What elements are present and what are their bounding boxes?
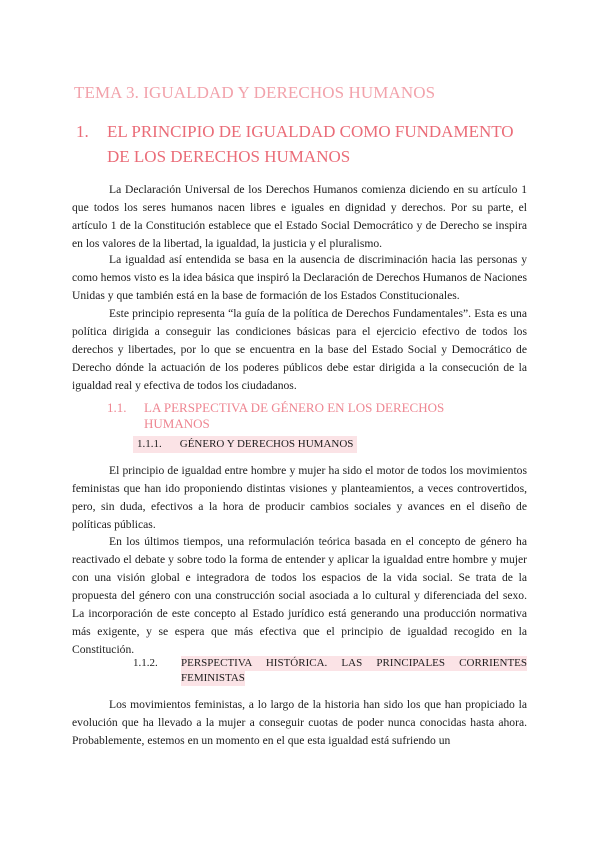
section-1-1-number: 1.1. bbox=[107, 400, 127, 415]
section-1-title: EL PRINCIPIO DE IGUALDAD COMO FUNDAMENTO DE LOS DERECHOS HUMANOS bbox=[107, 122, 514, 166]
section-1-1-2-number: 1.1.2. bbox=[133, 657, 158, 669]
section-1-1-1-title: GÉNERO Y DERECHOS HUMANOS bbox=[179, 438, 354, 450]
section-1-1-1-number: 1.1.1. bbox=[137, 438, 162, 450]
paragraph-1: La Declaración Universal de los Derechos Humanos comienza diciendo en su artículo 1 que todos los seres humanos nacen libres e iguales en dignidad y derechos. Por su parte, el artículo 1 de la Constitución establece que el Estado Social Democrático y de Derecho se inspira en los valores de la libertad, la igualdad, la justicia y el pluralismo. bbox=[72, 183, 527, 250]
section-1-1-1-heading bbox=[133, 436, 357, 453]
document-title: TEMA 3. IGUALDAD Y DERECHOS HUMANOS bbox=[74, 83, 436, 102]
paragraph-3: Este principio representa “la guía de la política de Derechos Fundamentales”. Esta es una política dirigida a conseguir las condiciones básicas para el ejercicio efectivo de todos los derechos y libertades, por lo que se encuentra en la base del Estado Social y Democrático de Derecho dónde la actuación de los poderes públicos debe estar dirigida a la consecución de la igualdad real y efectiva de todos los ciudadanos. bbox=[72, 307, 527, 392]
paragraph-5: En los últimos tiempos, una reformulación teórica basada en el concepto de género ha reactivado el debate y sobre todo la forma de entender y aplicar la igualdad entre hombre y mujer con una visión global e integradora de todos los espacios de la vida social. Se trata de la propuesta del género con una construcción social asociada a lo cultural y diferenciada del sexo. La incorporación de este concepto al Estado jurídico está generando una producción normativa más exigente, y se espera que más efectiva que el principio de igualdad recogido en la Constitución. bbox=[72, 535, 527, 656]
section-1-1-2-title-line2: FEMINISTAS bbox=[181, 672, 245, 684]
section-1-1-title: LA PERSPECTIVA DE GÉNERO EN LOS DERECHOS HUMANOS bbox=[144, 400, 445, 431]
paragraph-2: La igualdad así entendida se basa en la ausencia de discriminación hacia las personas y como hemos visto es la idea básica que inspiró la Declaración de Derechos Humanos de Naciones Unidas y que también está en la base de formación de los Estados Constitucionales. bbox=[72, 253, 527, 302]
paragraph-4: El principio de igualdad entre hombre y mujer ha sido el motor de todos los movimientos feministas que han ido proponiendo distintas visiones y planteamientos, a veces controvertidos, pero, sin duda, efectivos a la hora de producir cambios sociales y avances en el diseño de políticas públicas. bbox=[72, 464, 527, 531]
section-1-number: 1. bbox=[76, 122, 89, 141]
section-1-1-2-title-line1: PERSPECTIVA HISTÓRICA. LAS PRINCIPALES CORRIENTES bbox=[181, 657, 527, 669]
paragraph-6: Los movimientos feministas, a lo largo de la historia han sido los que han propiciado la evolución que ha llevado a la mujer a conseguir cuotas de poder nunca conocidas hasta ahora. Probablemente, estemos en un momento en el que esta igualdad está sufriendo un bbox=[72, 698, 527, 747]
